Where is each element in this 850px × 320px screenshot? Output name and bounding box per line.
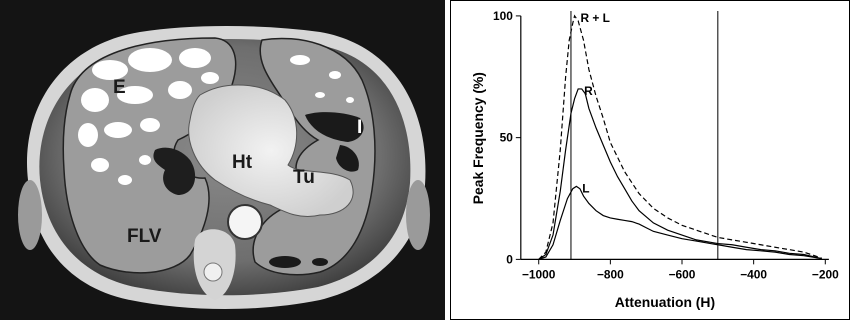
label-heart: Ht [232,152,253,173]
x-tick-label: −400 [740,267,768,282]
series-label: L [582,181,590,196]
label-interstitial: I [357,117,363,138]
x-axis-label: Attenuation (H) [614,294,716,311]
attenuation-chart [450,0,850,320]
chart-series-layer [539,16,822,259]
x-tick-label: −600 [668,267,696,282]
series-label: R + L [580,10,610,25]
x-tick-label: −200 [811,267,839,282]
y-tick-label: 0 [506,252,513,267]
x-tick-label: −1000 [521,267,556,282]
series-line-l [539,186,822,259]
series-line-r-l [539,16,822,259]
chart-labels-layer [581,11,610,195]
series-line-r [539,89,822,259]
chart-axes [493,9,839,281]
aorta [228,205,262,239]
label-tumor: Tu [293,167,315,188]
y-tick-label: 50 [499,130,513,145]
y-tick-label: 100 [492,8,513,23]
label-emphysema: E [113,77,126,98]
label-flv: FLV [127,226,162,247]
x-tick-label: −800 [596,267,624,282]
y-axis-label: Peak Frequency (%) [470,72,487,205]
series-label: R [584,83,593,98]
